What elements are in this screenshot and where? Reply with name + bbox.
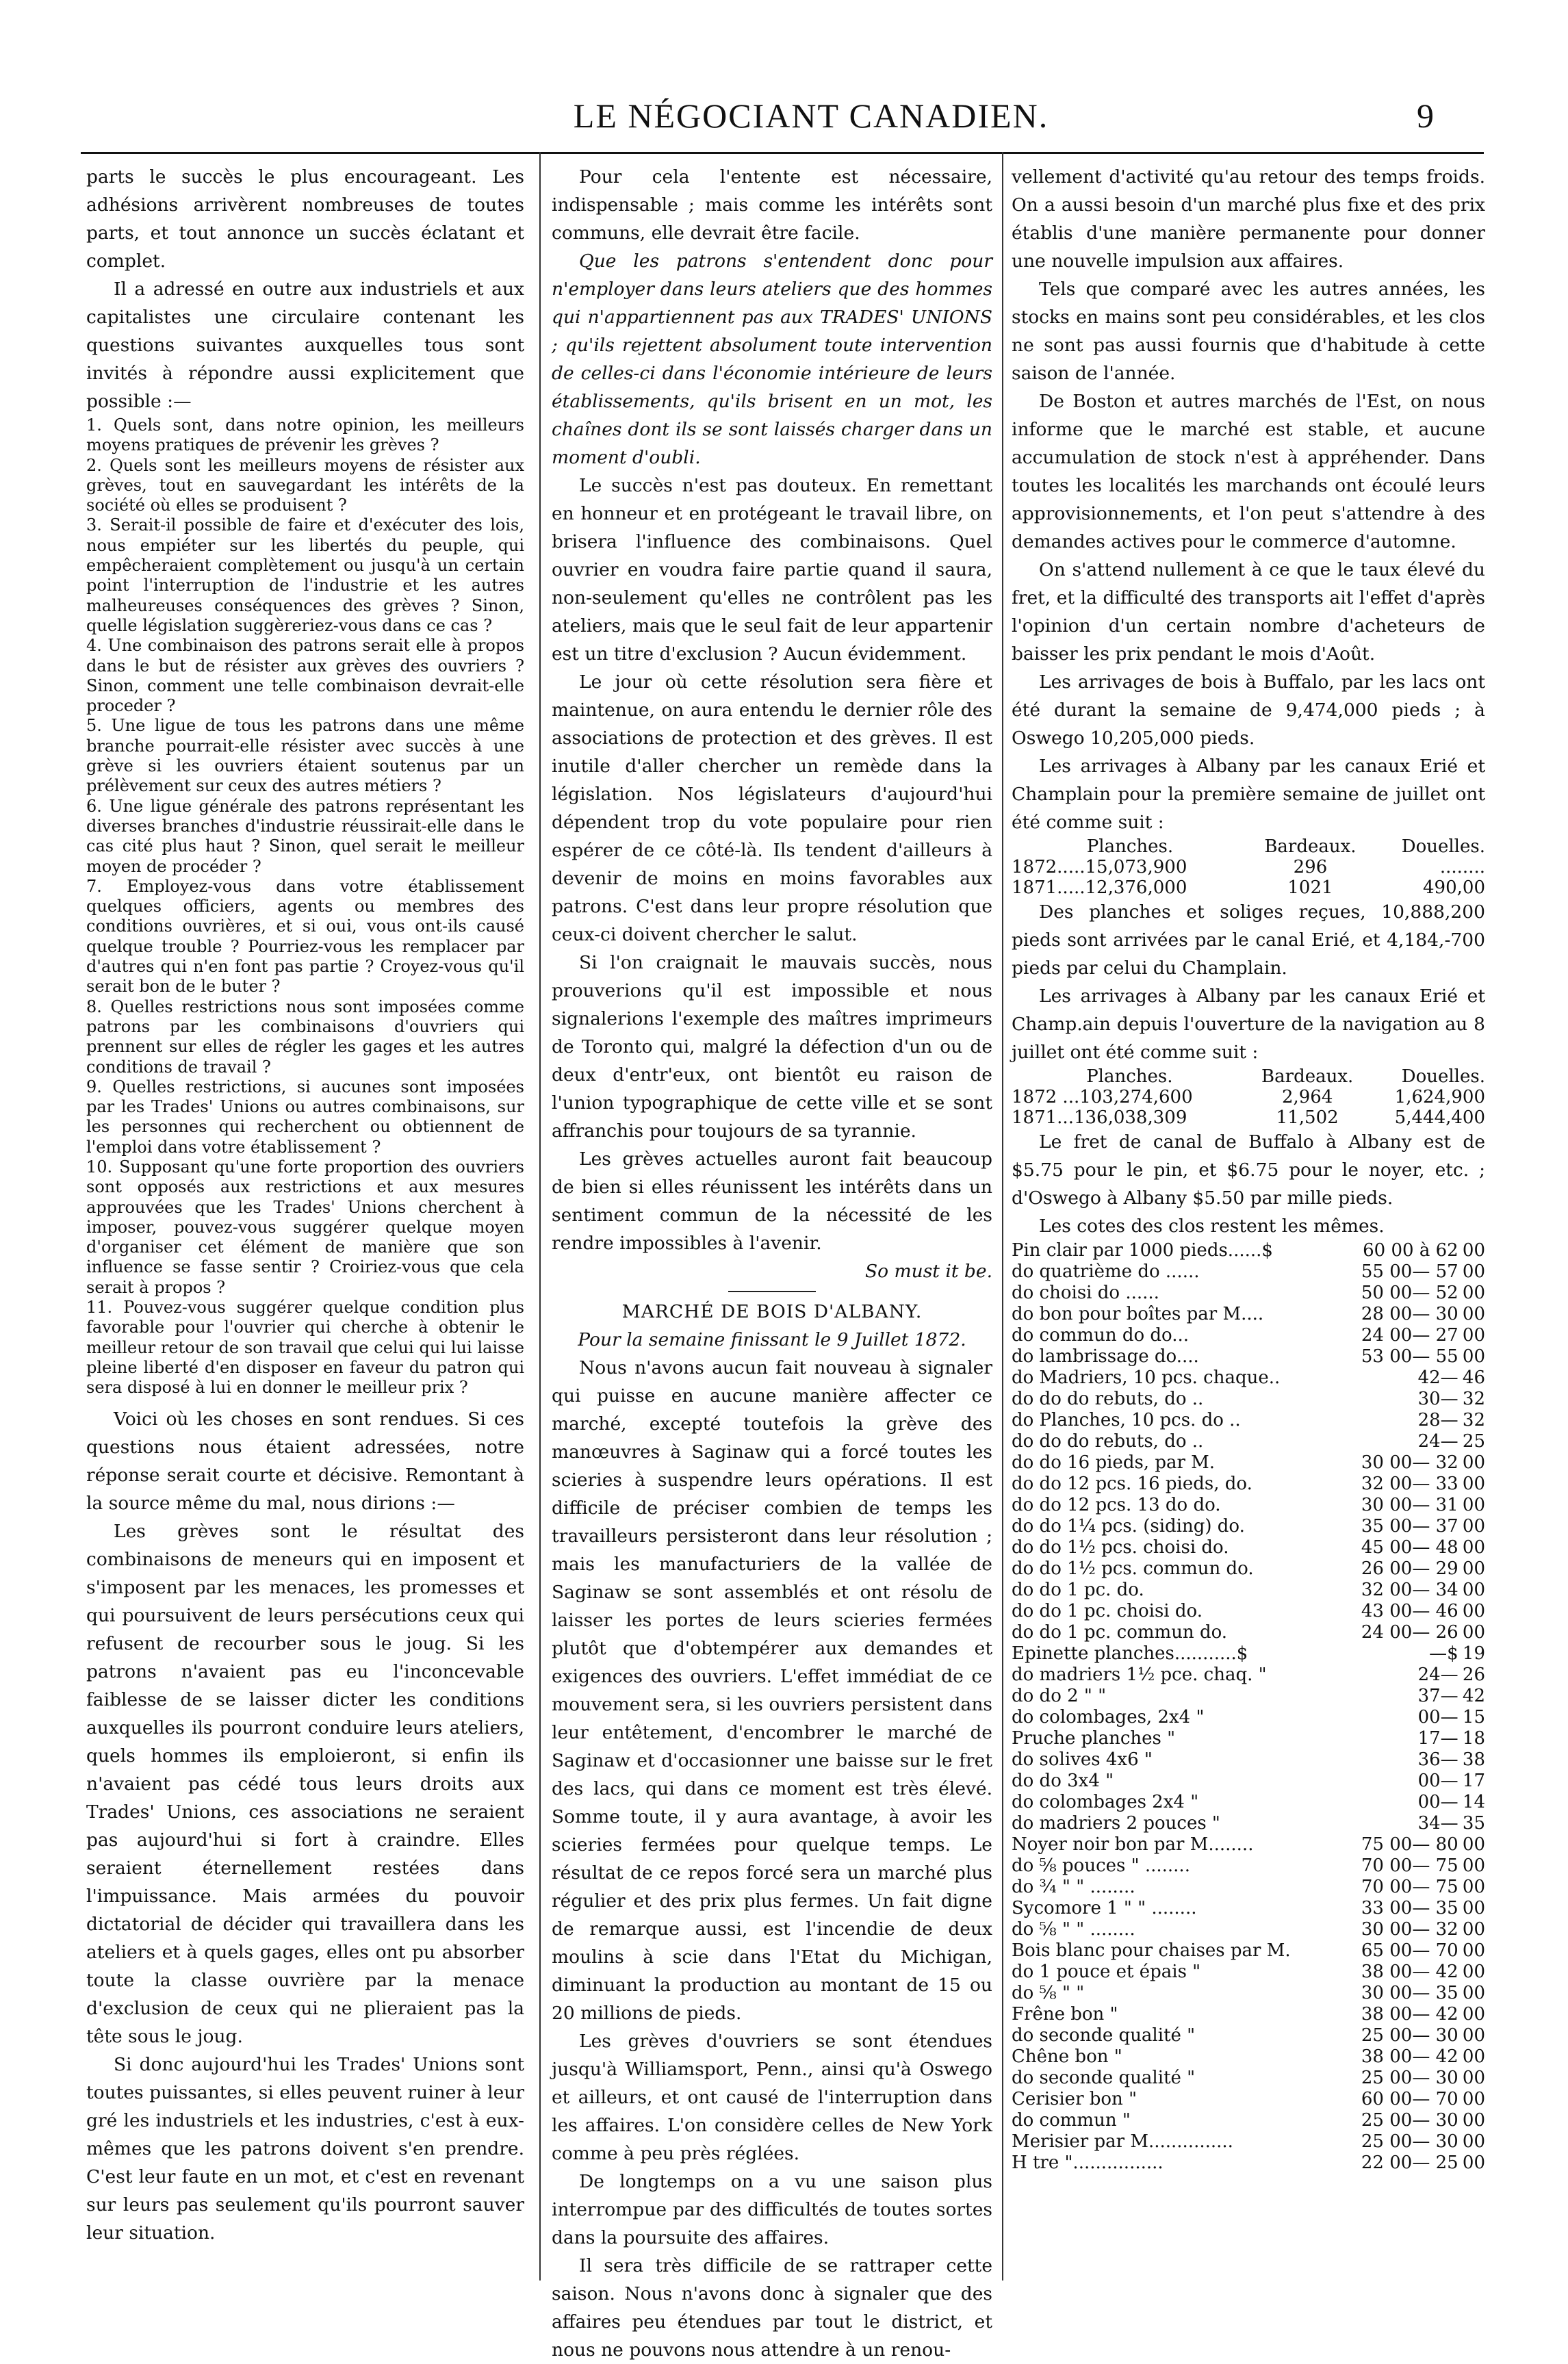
price-end: 25 xyxy=(1462,1431,1485,1452)
price-item: do Planches, 10 pcs. do .. xyxy=(1012,1410,1241,1430)
price-range: 37— xyxy=(1417,1686,1458,1706)
table-header-row xyxy=(1012,1066,1485,1087)
lumber-price-table xyxy=(1012,1240,1485,2174)
paragraph: Si donc aujourd'hui les Trades' Unions sont toutes puissantes, si elles peuvent ruiner à leur gré les industriels et les industries, c'est à eux-mêmes que les patrons doivent s'en prendre. C'est leur faute en un mot, et c'est en revenant sur leurs pas seulement qu'ils pourront sauver leur situation. xyxy=(86,2053,524,2244)
price-end: 32 xyxy=(1462,1410,1485,1430)
price-range: 22 00— 25 xyxy=(1361,2153,1458,2173)
price-range: 38 00— 42 xyxy=(1361,1962,1458,1982)
price-range: 25 00— 30 xyxy=(1361,2131,1458,2152)
price-item: do do 2 " " xyxy=(1012,1686,1107,1706)
column-3 xyxy=(1012,163,1485,2174)
price-item: do do 1½ pcs. choisi do. xyxy=(1012,1537,1229,1558)
price-end: 19 xyxy=(1462,1643,1485,1664)
page-number: 9 xyxy=(1417,97,1434,135)
price-range: 65 00— 70 xyxy=(1361,1940,1458,1961)
price-end: 00 xyxy=(1462,1601,1485,1621)
price-range: —$ xyxy=(1429,1643,1458,1664)
price-item: do do 1 pc. choisi do. xyxy=(1012,1601,1203,1621)
price-item: do madriers 2 pouces " xyxy=(1012,1813,1220,1834)
price-end: 00 xyxy=(1462,2004,1485,2025)
price-row xyxy=(1012,1283,1485,1304)
price-range: 30 00— 35 xyxy=(1361,1983,1458,2003)
price-row xyxy=(1012,2068,1485,2089)
paragraph: Le jour où cette résolution sera fière et maintenue, on aura entendu le dernier rôle des associations de protection et des grèves. Il est inutile d'aller chercher un remède dans la législation. Nos législateurs d'aujourd'hui dépendent trop du vote populaire pour rien espérer de ce côté-là. Ils tendent d'ailleurs à devenir de moins en moins favorables aux patrons. C'est dans leur propre résolution que ceux-ci doivent chercher le salut. xyxy=(552,671,992,945)
price-range: 25 00— 30 xyxy=(1361,2025,1458,2046)
paragraph: Les arrivages à Albany par les canaux Erié et Champ.ain depuis l'ouverture de la navigation au 8 juillet ont été comme suit : xyxy=(1012,986,1485,1063)
paragraph: Les grèves actuelles auront fait beaucoup de bien si elles réunissent les intérêts dans un sentiment commun de la nécessité de les rendre impossibles à l'avenir. xyxy=(552,1148,992,1254)
price-item: Epinette planches...........$ xyxy=(1012,1643,1248,1664)
price-end: 00 xyxy=(1462,2025,1485,2046)
price-row xyxy=(1012,1983,1485,2004)
price-item: do ⅝ pouces " ........ xyxy=(1012,1855,1190,1876)
section-subheading: Pour la semaine finissant le 9 Juillet 1872. xyxy=(578,1329,966,1350)
price-row xyxy=(1012,1622,1485,1643)
price-row xyxy=(1012,1877,1485,1898)
table-cell: 2,964 xyxy=(1281,1087,1333,1107)
table-row xyxy=(1012,1087,1485,1107)
price-item: do seconde qualité " xyxy=(1012,2068,1196,2088)
table-row xyxy=(1012,857,1485,877)
price-range: 70 00— 75 xyxy=(1361,1877,1458,1897)
price-range: 33 00— 35 xyxy=(1361,1898,1458,1918)
price-end: 00 xyxy=(1462,1240,1485,1261)
paragraph: Des planches et soliges reçues, 10,888,200 pieds sont arrivées par le canal Erié, et 4,184,-700 pieds par celui du Champlain. xyxy=(1012,901,1485,979)
column-header: Bardeaux. xyxy=(1261,1066,1354,1087)
price-end: 00 xyxy=(1462,2110,1485,2131)
price-item: do ¾ " " ........ xyxy=(1012,1877,1135,1897)
price-end: 00 xyxy=(1462,1537,1485,1558)
price-range: 43 00— 46 xyxy=(1361,1601,1458,1621)
table-cell: 11,502 xyxy=(1276,1107,1339,1128)
price-item: do do 16 pieds, par M. xyxy=(1012,1452,1216,1473)
price-end: 00 xyxy=(1462,1983,1485,2003)
paragraph: Les arrivages de bois à Buffalo, par les lacs ont été durant la semaine de 9,474,000 pieds ; à Oswego 10,205,000 pieds. xyxy=(1012,671,1485,749)
table-cell: ........ xyxy=(1439,857,1485,877)
paragraph: On s'attend nullement à ce que le taux élevé du fret, et la difficulté des transports ait l'effet d'après l'opinion d'un certain nombre d'acheteurs de baisser les prix pendant le mois d'Août. xyxy=(1012,559,1485,665)
price-item: Chêne bon " xyxy=(1012,2046,1122,2067)
price-item: do quatrième do ...... xyxy=(1012,1261,1200,1282)
price-row xyxy=(1012,1495,1485,1516)
paragraph: Les grèves d'ouvriers se sont étendues jusqu'à Williamsport, Penn., ainsi qu'à Oswego et ailleurs, et ont causé de l'interruption dans les affaires. L'on considère celles de New York comme à peu près réglées. xyxy=(552,2031,992,2164)
price-row xyxy=(1012,1452,1485,1474)
price-end: 46 xyxy=(1462,1367,1485,1388)
header-rule xyxy=(81,152,1484,154)
question-item: 11. Pouvez-vous suggérer quelque condition plus favorable pour l'ouvrier qui cherche à obtenir le meilleur retour de son travail que celui qui lui laisse pleine liberté d'en disposer en faveur du patron qui sera disposé à lui en donner le meilleur prix ? xyxy=(86,1298,524,1398)
price-row xyxy=(1012,1643,1485,1665)
price-item: do lambrissage do.... xyxy=(1012,1346,1199,1367)
price-item: do solives 4x6 " xyxy=(1012,1749,1153,1770)
price-row xyxy=(1012,1304,1485,1325)
table-cell: 1871.....12,376,000 xyxy=(1012,877,1187,898)
column-header: Douelles. xyxy=(1401,836,1485,857)
newspaper-title: LE NÉGOCIANT CANADIEN. xyxy=(573,97,1049,135)
paragraph: De Boston et autres marchés de l'Est, on nous informe que le marché est stable, et aucune accumulation de stock n'est à appréhender. Dans toutes les localités les marchands ont écoulé leurs approvisionnements, et l'on peut s'attendre à des demandes actives pour le commerce d'automne. xyxy=(1012,391,1485,552)
price-row xyxy=(1012,1707,1485,1728)
question-item: 9. Quelles restrictions, si aucunes sont imposées par les Trades' Unions ou autres combinaisons, sur les personnes qui recherchent ou obtiennent de l'emploi dans votre établissement ? xyxy=(86,1077,524,1157)
section-heading: MARCHÉ DE BOIS D'ALBANY. xyxy=(621,1301,923,1322)
price-range: 53 00— 55 xyxy=(1361,1346,1458,1367)
table-row xyxy=(1012,1107,1485,1128)
price-end: 42 xyxy=(1462,1686,1485,1706)
price-item: do ⅝ " " ........ xyxy=(1012,1919,1135,1940)
price-item: do bon pour boîtes par M.... xyxy=(1012,1304,1264,1324)
question-item: 10. Supposant qu'une forte proportion des ouvriers sont opposés aux restrictions et aux mesures approuvées que les Trades' Unions cherchent à imposer, pouvez-vous suggérer quelque moyen d'organiser cet élément de manière que son influence se fasse sentir ? Croiriez-vous que cela serait à propos ? xyxy=(86,1157,524,1297)
section-separator xyxy=(552,1285,992,1298)
price-row xyxy=(1012,1962,1485,1983)
price-item: Pin clair par 1000 pieds......$ xyxy=(1012,1240,1273,1261)
arrivals-table-season xyxy=(1012,1066,1485,1128)
column-2 xyxy=(552,163,992,2364)
question-item: 7. Employez-vous dans votre établissement quelques officiers, agents ou membres des conditions ouvrières, et si oui, vous ont-ils causé quelque trouble ? Pourriez-vous les remplacer par d'autres qui n'en font pas partie ? Croyez-vous qu'il serait bon de le buter ? xyxy=(86,876,524,997)
price-row xyxy=(1012,1410,1485,1431)
table-cell: 1872.....15,073,900 xyxy=(1012,857,1187,877)
price-end: 00 xyxy=(1462,1919,1485,1940)
price-range: 28— xyxy=(1417,1410,1458,1430)
question-item: 4. Une combinaison des patrons serait elle à propos dans le but de résister aux grèves des ouvriers ? Sinon, comment une telle combinaison devrait-elle proceder ? xyxy=(86,636,524,716)
price-end: 15 xyxy=(1462,1707,1485,1727)
price-end: 00 xyxy=(1462,2131,1485,2152)
price-range: 38 00— 42 xyxy=(1361,2046,1458,2067)
price-row xyxy=(1012,1389,1485,1410)
paragraph: parts le succès le plus encourageant. Les adhésions arrivèrent nombreuses de toutes parts, et tout annonce un succès éclatant et complet. xyxy=(86,166,524,272)
price-row xyxy=(1012,2025,1485,2046)
price-end: 00 xyxy=(1462,2089,1485,2109)
price-row xyxy=(1012,1367,1485,1389)
price-range: 38 00— 42 xyxy=(1361,2004,1458,2025)
price-range: 30— xyxy=(1417,1389,1458,1409)
price-range: 60 00— 70 xyxy=(1361,2089,1458,2109)
price-item: do do 3x4 " xyxy=(1012,1771,1114,1791)
price-end: 00 xyxy=(1462,1940,1485,1961)
price-row xyxy=(1012,1771,1485,1792)
price-range: 00— xyxy=(1417,1707,1458,1727)
price-end: 00 xyxy=(1462,1283,1485,1303)
paragraph-italic: Que les patrons s'entendent donc pour n'employer dans leurs ateliers que des hommes qui n'appartiennent pas aux TRADES' UNIONS ; qu'ils rejettent absolument toute intervention de celles-ci dans l'économie intérieure de leurs établissements, qu'ils brisent en un mot, les chaînes dont ils se sont laissés charger dans un moment d'oubli. xyxy=(552,250,992,468)
price-row xyxy=(1012,1834,1485,1855)
column-divider-1 xyxy=(539,152,541,2281)
price-row xyxy=(1012,1855,1485,1877)
price-end: 14 xyxy=(1462,1792,1485,1812)
price-row xyxy=(1012,1813,1485,1834)
price-item: Merisier par M............... xyxy=(1012,2131,1233,2152)
price-row xyxy=(1012,2110,1485,2131)
price-item: do do 1½ pcs. commun do. xyxy=(1012,1558,1254,1579)
price-row xyxy=(1012,2153,1485,2174)
price-end: 38 xyxy=(1462,1749,1485,1770)
table-cell: 1872 ...103,274,600 xyxy=(1012,1087,1193,1107)
price-end: 00 xyxy=(1462,1346,1485,1367)
table-cell: 5,444,400 xyxy=(1394,1107,1485,1128)
price-end: 00 xyxy=(1462,1325,1485,1346)
price-end: 26 xyxy=(1462,1665,1485,1685)
column-header: Douelles. xyxy=(1401,1066,1485,1087)
paragraph: Les grèves sont le résultat des combinaisons de meneurs qui en imposent et s'imposent par les menaces, les promesses et qui poursuivent de leurs persécutions ceux qui refusent de recourber sous le joug. Si les patrons n'avaient pas eu l'inconcevable faiblesse de se laisser dicter les conditions auxquelles ils pourront conduire leurs ateliers, quels hommes ils emploieront, si enfin ils n'avaient pas cédé tous leurs droits aux Trades' Unions, ces associations ne seraient pas aujourd'hui si fort à craindre. Elles seraient éternellement restées dans l'impuissance. Mais armées du pouvoir dictatorial de décider qui travaillera dans les ateliers et à quels gages, elles ont pu absorber toute la classe ouvrière par la menace d'exclusion de ceux qui ne plieraient pas la tête sous le joug. xyxy=(86,1520,524,2047)
price-range: 26 00— 29 xyxy=(1361,1558,1458,1579)
paragraph: Nous n'avons aucun fait nouveau à signaler qui puisse en aucune manière affecter ce marché, excepté toutefois la grève des manœuvres à Saginaw qui a forcé toutes les scieries à suspendre leurs opérations. Il est difficile de préciser combien de temps les travailleurs persisteront dans leur résolution ; mais les manufacturiers de la vallée de Saginaw se sont assemblés et ont résolu de laisser les portes de leurs scieries fermées plutôt que d'obtempérer aux demandes et exigences des ouvriers. L'effet immédiat de ce mouvement sera, si les ouvriers persistent dans leur entêtement, d'encombrer le marché de Saginaw et d'occasionner une baisse sur le fret des lacs, qui dans ce moment est très élevé. Somme toute, il y aura avantage, à avoir les scieries fermées pour quelque temps. Le résultat de ce repos forcé sera un marché plus régulier et des prix plus fermes. Un fait digne de remarque aussi, est l'incendie de deux moulins à scie dans l'Etat du Michigan, diminuant la production au montant de 15 ou 20 millions de pieds. xyxy=(552,1357,992,2024)
price-range: 24— xyxy=(1417,1665,1458,1685)
question-item: 6. Une ligue générale des patrons représentant les diverses branches d'industrie réussirait-elle dans le cas cité plus haut ? Sinon, quel serait le meilleur moyen de procéder ? xyxy=(86,796,524,876)
price-range: 17— xyxy=(1417,1728,1458,1749)
price-item: do commun " xyxy=(1012,2110,1131,2131)
paragraph: Le fret de canal de Buffalo à Albany est de $5.75 pour le pin, et $6.75 pour le noyer, etc. ; d'Oswego à Albany $5.50 par mille pieds. xyxy=(1012,1131,1485,1209)
price-range: 42— xyxy=(1417,1367,1458,1388)
price-range: 24 00— 27 xyxy=(1361,1325,1458,1346)
question-item: 2. Quels sont les meilleurs moyens de résister aux grèves, tout en sauvegardant les intérêts de la société où elles se produisent ? xyxy=(86,455,524,515)
price-end: 17 xyxy=(1462,1771,1485,1791)
question-item: 8. Quelles restrictions nous sont imposées comme patrons par les combinaisons d'ouvriers qui prennent sur elles de régler les gages et les autres conditions de travail ? xyxy=(86,997,524,1077)
price-row xyxy=(1012,1516,1485,1537)
price-item: do commun do do... xyxy=(1012,1325,1190,1346)
price-range: 32 00— 34 xyxy=(1361,1580,1458,1600)
price-range: 36— xyxy=(1417,1749,1458,1770)
price-range: 32 00— 33 xyxy=(1361,1474,1458,1494)
price-row xyxy=(1012,1240,1485,1261)
price-row xyxy=(1012,2089,1485,2110)
paragraph: Il sera très difficile de se rattraper cette saison. Nous n'avons donc à signaler que des affaires peu étendues par tout le district, et nous ne pouvons nous attendre à un renou- xyxy=(552,2255,992,2361)
paragraph: Voici où les choses en sont rendues. Si ces questions nous étaient adressées, notre réponse serait courte et décisive. Remontant à la source même du mal, nous dirions :— xyxy=(86,1408,524,1514)
price-item: do ⅝ " " xyxy=(1012,1983,1085,2003)
price-item: do colombages 2x4 " xyxy=(1012,1792,1199,1812)
price-end: 00 xyxy=(1462,1877,1485,1897)
price-item: do seconde qualité " xyxy=(1012,2025,1196,2046)
column-header: Planches. xyxy=(1086,1066,1173,1087)
price-row xyxy=(1012,1325,1485,1346)
question-item: 1. Quels sont, dans notre opinion, les meilleurs moyens pratiques de prévenir les grèves ? xyxy=(86,415,524,455)
price-item: Frêne bon " xyxy=(1012,2004,1118,2025)
price-item: do do 1¼ pcs. (siding) do. xyxy=(1012,1516,1245,1537)
price-row xyxy=(1012,1431,1485,1452)
price-range: 60 00 à 62 xyxy=(1363,1240,1458,1261)
table-cell: 1871...136,038,309 xyxy=(1012,1107,1187,1128)
price-row xyxy=(1012,2046,1485,2068)
question-item: 5. Une ligue de tous les patrons dans une même branche pourrait-elle résister avec succès à une grève si les ouvriers étaient soutenus par un prélèvement sur ceux des autres métiers ? xyxy=(86,716,524,796)
paragraph: Les cotes des clos restent les mêmes. xyxy=(1039,1216,1385,1237)
price-end: 00 xyxy=(1462,1516,1485,1537)
price-range: 30 00— 32 xyxy=(1361,1452,1458,1473)
price-row xyxy=(1012,1346,1485,1367)
paragraph: Pour cela l'entente est nécessaire, indispensable ; mais comme les intérêts sont communs, elle devrait être facile. xyxy=(552,166,992,244)
price-item: do do 12 pcs. 16 pieds, do. xyxy=(1012,1474,1252,1494)
price-row xyxy=(1012,2004,1485,2025)
price-end: 00 xyxy=(1462,1962,1485,1982)
table-row xyxy=(1012,877,1485,898)
price-row xyxy=(1012,2131,1485,2153)
price-row xyxy=(1012,1919,1485,1940)
price-end: 32 xyxy=(1462,1389,1485,1409)
price-item: do colombages, 2x4 " xyxy=(1012,1707,1205,1727)
price-end: 00 xyxy=(1462,1261,1485,1282)
price-item: H tre "................ xyxy=(1012,2153,1164,2173)
column-header: Bardeaux. xyxy=(1264,836,1357,857)
paragraph: Le succès n'est pas douteux. En remettant en honneur et en protégeant le travail libre, on brisera l'influence des combinaisons. Quel ouvrier en voudra faire partie quand il saura, non-seulement qu'elles ne contrôlent pas les ateliers, mais que le seul fait de leur appartenir est un titre d'exclusion ? Aucun évidemment. xyxy=(552,475,992,665)
price-row xyxy=(1012,1898,1485,1919)
paragraph: Si l'on craignait le mauvais succès, nous prouverions qu'il est impossible et nous signalerions l'exemple des maîtres imprimeurs de Toronto qui, malgré la défection d'un ou de deux d'entr'eux, ont bientôt eu raison de l'union typographique de cette ville et se sont affranchis pour toujours de sa tyrannie. xyxy=(552,952,992,1142)
arrivals-table-week xyxy=(1012,836,1485,898)
column-divider-2 xyxy=(1002,152,1003,2281)
paragraph: Tels que comparé avec les autres années, les stocks en mains sont peu considérables, et les clos ne sont pas aussi fournis que d'habitude à cette saison de l'année. xyxy=(1012,279,1485,384)
closing-line: So must it be. xyxy=(864,1261,992,1282)
price-item: do do do rebuts, do .. xyxy=(1012,1431,1204,1452)
price-item: Noyer noir bon par M........ xyxy=(1012,1834,1254,1855)
table-header-row xyxy=(1012,836,1485,857)
price-range: 25 00— 30 xyxy=(1361,2110,1458,2131)
price-end: 18 xyxy=(1462,1728,1485,1749)
price-end: 00 xyxy=(1462,2068,1485,2088)
page-header xyxy=(0,96,1568,157)
price-range: 25 00— 30 xyxy=(1361,2068,1458,2088)
price-range: 75 00— 80 xyxy=(1361,1834,1458,1855)
price-end: 00 xyxy=(1462,1580,1485,1600)
price-range: 30 00— 32 xyxy=(1361,1919,1458,1940)
price-row xyxy=(1012,1792,1485,1813)
price-row xyxy=(1012,1940,1485,1962)
table-cell: 296 xyxy=(1293,857,1328,877)
price-end: 35 xyxy=(1462,1813,1485,1834)
price-range: 70 00— 75 xyxy=(1361,1855,1458,1876)
price-item: do 1 pouce et épais " xyxy=(1012,1962,1201,1982)
price-item: do do 12 pcs. 13 do do. xyxy=(1012,1495,1221,1515)
price-range: 30 00— 31 xyxy=(1361,1495,1458,1515)
price-item: do do do rebuts, do .. xyxy=(1012,1389,1204,1409)
price-row xyxy=(1012,1580,1485,1601)
column-header: Planches. xyxy=(1086,836,1174,857)
price-end: 00 xyxy=(1462,1495,1485,1515)
price-row xyxy=(1012,1686,1485,1707)
price-row xyxy=(1012,1728,1485,1749)
price-row xyxy=(1012,1749,1485,1771)
price-row xyxy=(1012,1665,1485,1686)
price-end: 00 xyxy=(1462,1834,1485,1855)
column-1 xyxy=(86,163,524,2247)
price-item: Pruche planches " xyxy=(1012,1728,1176,1749)
price-range: 00— xyxy=(1417,1771,1458,1791)
price-item: do choisi do ...... xyxy=(1012,1283,1159,1303)
price-item: Sycomore 1 " " ........ xyxy=(1012,1898,1197,1918)
price-item: Bois blanc pour chaises par M. xyxy=(1012,1940,1291,1961)
price-row xyxy=(1012,1537,1485,1558)
price-row xyxy=(1012,1474,1485,1495)
price-end: 00 xyxy=(1462,1474,1485,1494)
price-end: 00 xyxy=(1462,1304,1485,1324)
price-row xyxy=(1012,1558,1485,1580)
table-cell: 1021 xyxy=(1287,877,1333,898)
price-item: do do 1 pc. do. xyxy=(1012,1580,1144,1600)
price-range: 35 00— 37 xyxy=(1361,1516,1458,1537)
table-cell: 1,624,900 xyxy=(1394,1087,1485,1107)
price-row xyxy=(1012,1601,1485,1622)
price-end: 00 xyxy=(1462,1855,1485,1876)
table-cell: 490,00 xyxy=(1423,877,1485,898)
price-range: 55 00— 57 xyxy=(1361,1261,1458,1282)
price-range: 45 00— 48 xyxy=(1361,1537,1458,1558)
paragraph: Il a adressé en outre aux industriels et aux capitalistes une circulaire contenant les questions suivantes auxquelles tous sont invités à répondre aussi explicitement que possible :— xyxy=(86,279,524,412)
paragraph: Les arrivages à Albany par les canaux Erié et Champlain pour la première semaine de juillet ont été comme suit : xyxy=(1012,756,1485,833)
price-end: 00 xyxy=(1462,1622,1485,1643)
price-item: do madriers 1½ pce. chaq. " xyxy=(1012,1665,1267,1685)
paragraph: vellement d'activité qu'au retour des temps froids. On a aussi besoin d'un marché plus fixe et des prix établis d'une manière permanente pour donner une nouvelle impulsion aux affaires. xyxy=(1012,166,1485,272)
price-end: 00 xyxy=(1462,2153,1485,2173)
price-range: 34— xyxy=(1417,1813,1458,1834)
price-end: 00 xyxy=(1462,1452,1485,1473)
price-item: do Madriers, 10 pcs. chaque.. xyxy=(1012,1367,1281,1388)
price-range: 00— xyxy=(1417,1792,1458,1812)
price-item: do do 1 pc. commun do. xyxy=(1012,1622,1228,1643)
price-range: 50 00— 52 xyxy=(1361,1283,1458,1303)
paragraph: De longtemps on a vu une saison plus interrompue par des difficultés de toutes sortes dans la poursuite des affaires. xyxy=(552,2171,992,2248)
question-item: 3. Serait-il possible de faire et d'exécuter des lois, nous empiéter sur les libertés du peuple, qui empêcheraient complètement ou jusqu'à un certain point l'interruption de l'industrie et les autres malheureuses conséquences des grèves ? Sinon, quelle législation suggèreriez-vous dans ce cas ? xyxy=(86,515,524,635)
price-end: 00 xyxy=(1462,2046,1485,2067)
price-item: Cerisier bon " xyxy=(1012,2089,1138,2109)
price-range: 24 00— 26 xyxy=(1361,1622,1458,1643)
price-row xyxy=(1012,1261,1485,1283)
price-range: 24— xyxy=(1417,1431,1458,1452)
price-range: 28 00— 30 xyxy=(1361,1304,1458,1324)
price-end: 00 xyxy=(1462,1898,1485,1918)
price-end: 00 xyxy=(1462,1558,1485,1579)
